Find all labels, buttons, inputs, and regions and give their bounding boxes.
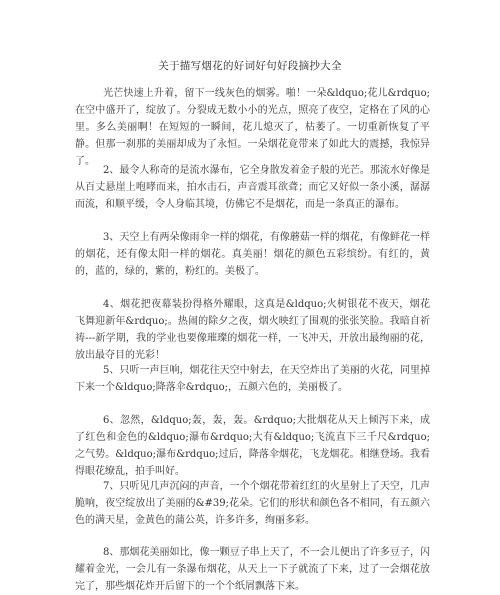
paragraph-text: 光芒快速上升着，留下一线灰色的烟雾。啪！一朵&ldquo;花儿&rdquo;在空中盛开了，绽放了。分裂成无数小小的光点，照亮了夜空，定格在了风的心里。多么美丽啊！在短短的一瞬间，花儿熄灭了，枯萎了。一切重新恢复了平静。但那一刹那的美丽却成为了永恒。一朵烟花竟带来了如此大的震撼，我惊异了。: [75, 88, 430, 167]
document-title: 关于描写烟花的好词好句好段摘抄大全: [158, 60, 342, 72]
paragraph-text: 2、最令人称奇的是流水瀑布，它全身散发着金子般的光芒。那流水好像是从百丈悬崖上咆哮而来，拍水击石，声音震耳欲聋；而它又好似一条小溪，潺潺而流，和顺平缓，令人身临其境，仿佛它不是烟花，而是一条真正的瀑布。: [75, 165, 430, 210]
paragraph-3: [75, 229, 430, 280]
paragraph-text: 5、只听一声巨响，烟花往天空中射去，在天空炸出了美丽的火花，同里掉下来一个&ldquo;降落伞&rdquo;，五颜六色的，美丽极了。: [75, 365, 430, 393]
paragraph-2: [75, 162, 430, 213]
paragraph-4: [75, 296, 430, 364]
paragraph-text: 4、烟花把夜幕装扮得格外耀眼，这真是&ldquo;火树银花不夜天，烟花飞舞迎新年&rdquo;。热闹的除夕之夜，烟火映红了围观的张张笑脸。我暗自祈祷---新学期，我的学业也要像璀璨的烟花一样，一飞冲天，开放出最绚丽的花，放出最夺目的光彩！: [75, 299, 430, 361]
paragraph-6: [75, 412, 430, 480]
paragraph-text: 8、那烟花美丽如比，像一颗豆子串上天了，不一会儿便出了许多豆子，闪耀着金光，一会儿有一条瀑布烟花，从天上一下子就流了下来，过了一会烟花放完了，那些烟花炸开后留下的一个个纸屑飘落下来。: [75, 547, 430, 592]
paragraph-5: [75, 362, 430, 396]
paragraph-text: 6、忽然，&ldquo;轰，轰，轰。&rdquo;大批烟花从天上倾泻下来，成了红色和金色的&ldquo;瀑布&rdquo;大有&ldquo;飞流直下三千尺&rdquo;之气势。&ldquo;瀑布&rdquo;过后，降落伞烟花，飞龙烟花。相继登场。我看得眼花缭乱，拍手叫好。: [75, 415, 430, 477]
paragraph-text: 7、只听见几声沉闷的声音，一个个烟花带着红红的火星射上了天空，几声脆响，夜空绽放出了美丽的&#39;花朵。它们的形状和颜色各不相同，有五颜六色的满天星，金黄色的蒲公英，许多许多，绚丽多彩。: [75, 481, 430, 526]
paragraph-7: [75, 478, 430, 529]
paragraph-1: [75, 85, 430, 170]
paragraph-8: [75, 544, 430, 595]
paragraph-text: 3、天空上有两朵像雨伞一样的烟花，有像蘑菇一样的烟花，有像鲜花一样的烟花，还有像太阳一样的烟花。真美丽！烟花的颜色五彩缤纷。有红的，黄的，蓝的，绿的，紫的，粉红的。美极了。: [75, 232, 430, 277]
